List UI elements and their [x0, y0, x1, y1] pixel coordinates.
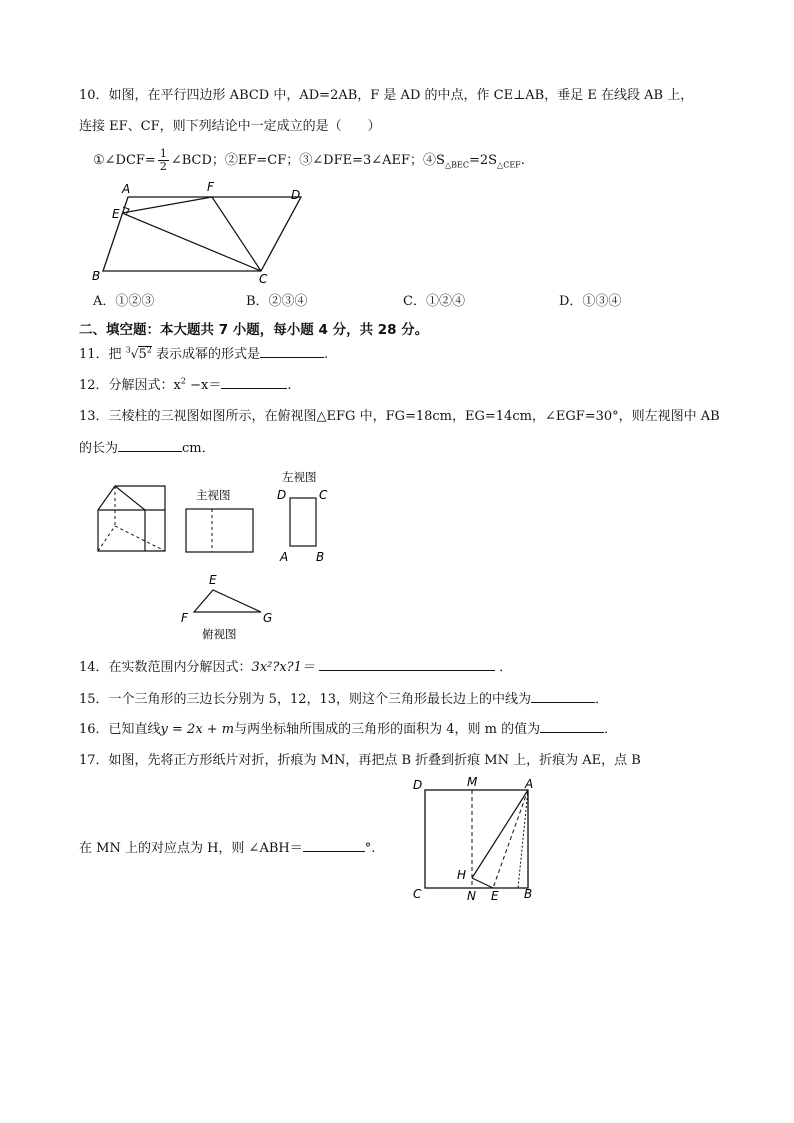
q17-line2 — [79, 837, 375, 856]
q17-label-E: E — [491, 889, 499, 903]
q12-end: . — [287, 378, 292, 393]
q17-label-M: M — [467, 775, 478, 789]
q14-answer-blank[interactable] — [319, 658, 495, 671]
q16-end: ． — [604, 722, 618, 737]
q10-choice-c[interactable]: C．①②④ — [403, 294, 465, 309]
q11-pre: 11．把 — [79, 347, 126, 362]
q15-text: 15．一个三角形的三边长分别为 5，12，13，则这个三角形最长边上的中线为 — [79, 692, 532, 707]
q10-sub2: △CEF — [497, 160, 521, 170]
q13-line2-post: cm． — [182, 441, 215, 456]
q12-mid: −x＝ — [185, 378, 222, 393]
q13-line2-pre: 的长为 — [79, 441, 119, 456]
main-view-rect — [186, 509, 253, 552]
q11-root-index: 3 — [125, 345, 131, 355]
top-view-triangle — [194, 590, 261, 612]
q17-line2-end: °. — [364, 841, 376, 856]
q10-fraction — [158, 148, 169, 173]
label-E: E — [209, 573, 217, 587]
q10-choice-b[interactable]: B．②③④ — [246, 294, 308, 309]
q11 — [79, 343, 328, 362]
q14-end: ． — [499, 660, 513, 675]
q14-expression: 3x²?x?1＝ — [251, 660, 315, 675]
q17-square-fold-figure — [405, 774, 545, 906]
q10-s1-pre: ①∠DCF= — [93, 153, 156, 168]
radical-sign: √ — [130, 347, 139, 361]
q17-label-D: D — [413, 778, 423, 792]
q11-radicand — [138, 346, 151, 362]
q17-line1: 17．如图，先将正方形纸片对折，折痕为 MN，再把点 B 折叠到折痕 MN 上，折痕为 AE，点 B — [79, 753, 641, 768]
q17-line2-pre: 在 MN 上的对应点为 H，则 ∠ABH＝ — [79, 841, 303, 856]
q11-end: . — [323, 347, 329, 362]
q10-choice-a[interactable]: A．①②③ — [93, 294, 155, 309]
q10-s4-mid: =2S — [468, 153, 498, 168]
top-view-label: 俯视图 — [202, 629, 237, 641]
q10-label-A: A — [122, 182, 131, 196]
q11-answer-blank[interactable] — [260, 345, 324, 358]
label-C: C — [319, 488, 328, 502]
left-view-rect — [290, 498, 316, 546]
prism-outline — [98, 486, 165, 551]
q10-label-F: F — [207, 180, 214, 194]
label-G: G — [263, 611, 273, 625]
q10-label-E: E — [112, 207, 120, 221]
q16 — [79, 718, 617, 737]
label-B: B — [316, 550, 325, 564]
q10-frac-num: 1 — [159, 147, 167, 160]
q10-label-D: D — [291, 188, 301, 202]
q15 — [79, 688, 608, 707]
q10-parallelogram-figure — [85, 178, 325, 288]
q10-sub1: △BEC — [444, 160, 469, 170]
main-view-label: 主视图 — [196, 490, 231, 502]
q16-pre: 16．已知直线 — [79, 722, 161, 737]
q15-answer-blank[interactable] — [531, 690, 595, 703]
q17-label-C: C — [413, 887, 422, 901]
q12 — [79, 374, 291, 393]
q13-three-views-figure — [90, 466, 350, 646]
q10-frac-den: 2 — [159, 160, 167, 173]
q16-answer-blank[interactable] — [540, 720, 604, 733]
q16-post: 与两坐标轴所围成的三角形的面积为 4，则 m 的值为 — [234, 722, 541, 737]
q10-line1: 10．如图，在平行四边形 ABCD 中，AD=2AB，F 是 AD 的中点，作 CE⊥AB，垂足 E 在线段 AB 上， — [79, 88, 694, 103]
q10-choice-d[interactable]: D．①③④ — [559, 294, 622, 309]
q10-line2: 连接 EF、CF，则下列结论中一定成立的是（ ） — [79, 119, 381, 134]
q10-label-B: B — [92, 269, 101, 283]
q15-end: ． — [595, 692, 609, 707]
left-view-label: 左视图 — [282, 472, 317, 484]
square-abcd — [425, 790, 528, 888]
q10-statements — [93, 148, 525, 173]
label-F: F — [181, 611, 188, 625]
q12-answer-blank[interactable] — [221, 376, 287, 389]
q10-s4-end: . — [520, 153, 525, 168]
q11-exponent: 2 — [146, 345, 152, 355]
q13-line1: 13．三棱柱的三视图如图所示，在俯视图△EFG 中，FG=18cm，EG=14cm，∠EGF=30°，则左视图中 AB — [79, 409, 720, 424]
q11-post: 表示成幂的形式是 — [151, 347, 260, 362]
q10-s1-post: ∠BCD；②EF=CF；③∠DFE=3∠AEF；④S — [170, 153, 445, 168]
q13-answer-blank[interactable] — [118, 439, 182, 452]
q17-label-H: H — [457, 868, 467, 882]
q11-radicand-base: 5 — [138, 347, 147, 362]
q10-label-C: C — [259, 272, 268, 286]
q12-pre: 12．分解因式：x — [79, 378, 181, 393]
q17-answer-blank[interactable] — [303, 839, 365, 852]
q16-expression: y = 2x + m — [160, 722, 235, 737]
section-heading: 二、填空题：本大题共 7 小题，每小题 4 分，共 28 分。 — [79, 322, 429, 338]
q12-exponent: 2 — [180, 376, 186, 386]
q17-label-A: A — [525, 777, 534, 791]
q17-label-B: B — [524, 887, 533, 901]
q17-label-N: N — [467, 889, 476, 903]
label-D: D — [277, 488, 287, 502]
q14 — [79, 656, 512, 675]
label-A: A — [280, 550, 289, 564]
q13-line2 — [79, 437, 215, 456]
q14-pre: 14．在实数范围内分解因式： — [79, 660, 252, 675]
